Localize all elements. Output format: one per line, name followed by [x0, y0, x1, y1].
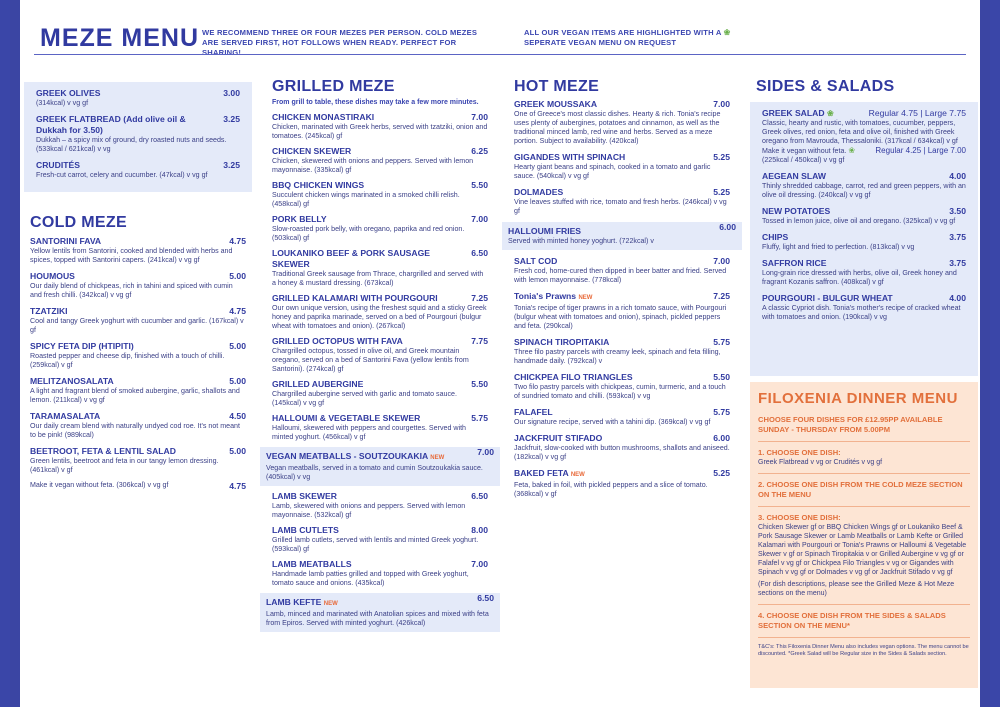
- greek-salad: [756, 108, 972, 165]
- menu-item-desc: Halloumi, skewered with peppers and courgettes. Served with minted yoghurt. (456kcal) v gf: [272, 424, 466, 441]
- leaf-icon: ❀: [848, 146, 856, 155]
- new-badge: NEW: [578, 295, 593, 301]
- menu-item-name: TZATZIKI: [30, 306, 68, 316]
- menu-item-price: 6.00: [719, 222, 736, 232]
- menu-item-price: 4.75: [229, 306, 246, 316]
- menu-item-name: BBQ CHICKEN WINGS: [272, 180, 365, 190]
- menu-item-name: NEW POTATOES: [762, 206, 831, 216]
- column-4: [750, 78, 978, 376]
- menu-item-name: LOUKANIKO BEEF & PORK SAUSAGE SKEWER: [272, 248, 431, 269]
- menu-item-desc: Traditional Greek sausage from Thrace, chargrilled and served with a honey & mustard dressing. (673kcal): [272, 270, 484, 287]
- menu-item-price: 6.00: [713, 433, 730, 443]
- menu-item-desc: Chargrilled octopus, tossed in olive oil, and Greek mountain oregano, served on a bed of Santorini Fava (yellow lentils from Santorini). (274kcal) gf: [272, 347, 469, 373]
- menu-item: [266, 214, 494, 243]
- menu-item-name: PORK BELLY: [272, 214, 327, 224]
- menu-item-name: FALAFEL: [514, 407, 553, 417]
- menu-item-price: 3.50: [949, 206, 966, 216]
- menu-item-price: 6.50: [471, 491, 488, 501]
- step-1: 1. CHOOSE ONE DISH:: [758, 448, 841, 457]
- menu-item-price: 5.50: [471, 180, 488, 190]
- menu-item-price: 5.00: [229, 271, 246, 281]
- menu-item-desc: Hearty giant beans and spinach, cooked in a tomato and garlic sauce. (540kcal) v vg gf: [514, 163, 711, 180]
- menu-item-name: CHICKEN SKEWER: [272, 146, 352, 156]
- menu-item: [508, 433, 736, 462]
- menu-item: [266, 559, 494, 588]
- divider: [34, 54, 966, 55]
- menu-item-price: 3.25: [223, 114, 240, 124]
- menu-item-price: 6.50: [471, 248, 488, 258]
- menu-item-price: 4.75: [229, 481, 246, 491]
- menu-item-price: 3.75: [949, 258, 966, 268]
- menu-item-price: 7.75: [471, 336, 488, 346]
- menu-item-name: VEGAN MEATBALLS - SOUTZOUKAKIA NEW: [266, 451, 445, 461]
- menu-item-desc: Chargrilled aubergine served with garlic and tomato sauce. (145kcal) v vg gf: [272, 390, 457, 407]
- menu-item: [508, 468, 736, 499]
- menu-item: [266, 379, 494, 408]
- header: [40, 22, 966, 62]
- menu-item: [24, 481, 252, 490]
- vegan-note: [524, 28, 744, 48]
- step-4: 4. CHOOSE ONE DISH FROM THE SIDES & SALADS SECTION ON THE MENU*: [758, 611, 946, 630]
- menu-item-desc: Our daily cream blend with naturally undyed cod roe. It's not meant to be pink! (989kcal): [30, 422, 240, 439]
- menu-item-desc: Yellow lentils from Santorini, cooked and blended with herbs and spices, topped with Santorini capers. (241kcal) v vg gf: [30, 247, 233, 264]
- menu-item-name: BEETROOT, FETA & LENTIL SALAD: [30, 446, 176, 456]
- menu-item-price: 5.25: [713, 152, 730, 162]
- divider: [758, 637, 970, 638]
- menu-item: [24, 236, 252, 265]
- new-badge: NEW: [570, 472, 585, 478]
- menu-item-name: SPICY FETA DIP (HTIPITI): [30, 341, 134, 351]
- menu-item: [508, 256, 736, 285]
- menu-item-desc: Make it vegan without feta. (306kcal) v vg gf: [30, 481, 169, 489]
- menu-item-price: 4.50: [229, 411, 246, 421]
- menu-item-price: 4.75: [229, 236, 246, 246]
- menu-item-desc: Served with minted honey yoghurt. (722kcal) v: [508, 237, 654, 245]
- divider: [758, 604, 970, 605]
- menu-item-desc: Three filo pastry parcels with creamy leek, spinach and feta filling, handmade daily. (792kcal) v: [514, 348, 721, 365]
- menu-item-desc: Cool and tangy Greek yoghurt with cucumber and garlic. (167kcal) v gf: [30, 317, 244, 334]
- menu-item-name: LAMB CUTLETS: [272, 525, 339, 535]
- menu-item-desc: A classic Cypriot dish. Tonia's mother's recipe of cracked wheat with tomatoes and onion. (190kcal) v vg: [762, 304, 961, 321]
- menu-item-price: 7.00: [471, 112, 488, 122]
- menu-item: [266, 112, 494, 141]
- menu-item-desc: Roasted pepper and cheese dip, finished with a touch of chilli. (259kcal) v gf: [30, 352, 225, 369]
- menu-item-price: 5.25: [713, 468, 730, 478]
- menu-item-desc: Vine leaves stuffed with rice, tomato and fresh herbs. (246kcal) v vg gf: [514, 198, 727, 215]
- menu-item-desc: Succulent chicken wings marinated in a smoked chilli relish. (458kcal) gf: [272, 191, 460, 208]
- menu-item-name: LAMB SKEWER: [272, 491, 337, 501]
- menu-item-name: GRILLED AUBERGINE: [272, 379, 364, 389]
- page-title: MEZE MENU: [40, 24, 199, 52]
- column-3: [508, 78, 736, 505]
- column-2: [266, 78, 494, 637]
- menu-item-name: LAMB KEFTE NEW: [266, 597, 338, 607]
- menu-item: [24, 411, 252, 440]
- menu-item-price: 7.25: [713, 291, 730, 301]
- leaf-icon: ❀: [826, 109, 834, 118]
- menu-item-price: 5.00: [229, 376, 246, 386]
- new-badge: NEW: [323, 601, 338, 607]
- sides-box: [750, 102, 978, 376]
- leaf-icon: ❀: [723, 28, 731, 37]
- menu-item-name: JACKFRUIT STIFADO: [514, 433, 603, 443]
- step-3-text: Chicken Skewer gf or BBQ Chicken Wings gf or Loukaniko Beef & Pork Sausage Skewer or Lamb Meatballs or Lamb Kefte or Grilled Kalamari with Pourgouri or Tonia's Prawns or Halloumi & Vegetable Skewer v gf or Spinach Tiropitakia v or Grilled Aubergine v vg gf or Falafel v vg gf or Chickpea Filo Triangles v vg or Gigandes with Spinach v vg gf or Dolmades v vg gf or Jackfruit Stifado v vg gf: [758, 524, 967, 576]
- menu-item-price: 3.25: [223, 160, 240, 170]
- menu-item-name: HOUMOUS: [30, 271, 75, 281]
- terms: T&C's: This Filoxenia Dinner Menu also includes vegan options. The menu cannot be discounted. *Greek Salad will be Regular size in the Sides & Salads section.: [758, 644, 969, 657]
- menu-item: [266, 491, 494, 520]
- menu-item-price: 5.75: [471, 413, 488, 423]
- menu-item: [502, 222, 742, 250]
- grilled-subtitle: From grill to table, these dishes may take a few more minutes.: [272, 99, 479, 106]
- menu-item-price: 5.00: [229, 446, 246, 456]
- menu-item-name: CHIPS: [762, 232, 789, 242]
- menu-item-price: 5.25: [713, 187, 730, 197]
- menu-item-desc: Our signature recipe, served with a tahini dip. (369kcal) v vg gf: [514, 418, 711, 426]
- menu-item-name: GREEK MOUSSAKA: [514, 99, 598, 109]
- left-border: [10, 0, 20, 707]
- vegan-note-text: ALL OUR VEGAN ITEMS ARE HIGHLIGHTED WITH A: [524, 28, 722, 37]
- menu-item-price: 5.75: [713, 337, 730, 347]
- menu-item-price: 4.00: [949, 293, 966, 303]
- menu-item-desc: Grilled lamb cutlets, served with lentils and minted Greek yoghurt. (593kcal) gf: [272, 536, 479, 553]
- menu-item: [24, 341, 252, 370]
- menu-item-price: 7.25: [471, 293, 488, 303]
- menu-item-desc: Thinly shredded cabbage, carrot, red and green peppers, with an olive oil dressing. (240kcal) v vg gf: [762, 182, 966, 199]
- menu-item: [266, 293, 494, 331]
- divider: [758, 506, 970, 507]
- menu-item-desc: Dukkah – a spicy mix of ground, dry roasted nuts and seeds. (533kcal / 621kcal) v vg: [36, 136, 227, 153]
- menu-item-desc: Fluffy, light and fried to perfection. (813kcal) v vg: [762, 243, 915, 251]
- menu-item-name: SALT COD: [514, 256, 558, 266]
- menu-item-desc: A light and fragrant blend of smoked aubergine, garlic, shallots and lemon. (211kcal) v vg gf: [30, 387, 240, 404]
- menu-item-desc: Classic, hearty and rustic, with tomatoes, cucumber, peppers, Greek olives, red onion, feta and olive oil, finished with Greek oregano from Mavrouda, Thessaloniki. (317kcal / 634kcal) v gf: [762, 119, 958, 145]
- menu-item-desc: Chicken, marinated with Greek herbs, served with tzatziki, onion and tomatoes. (245kcal) gf: [272, 123, 488, 140]
- menu-item-price: 8.00: [471, 525, 488, 535]
- menu-item-name: HALLOUMI FRIES: [508, 226, 582, 236]
- menu-item-desc: Handmade lamb patties grilled and topped with Greek yoghurt, tomato sauce and onions. (435kcal): [272, 570, 469, 587]
- menu-item: [756, 206, 972, 226]
- menu-item: [266, 180, 494, 209]
- menu-item-desc: Fresh cod, home-cured then dipped in beer batter and fried. Served with lemon mayonnaise. (778kcal): [514, 267, 727, 284]
- menu-item-price: 5.50: [471, 379, 488, 389]
- menu-item-price: 6.25: [471, 146, 488, 156]
- menu-item-desc: Vegan meatballs, served in a tomato and cumin Soutzoukakia sauce. (405kcal) v vg: [266, 464, 483, 481]
- menu-item-price: 7.00: [713, 256, 730, 266]
- menu-item-price: 7.00: [713, 99, 730, 109]
- menu-item: [30, 88, 246, 108]
- vegan-note-text-2: SEPERATE VEGAN MENU ON REQUEST: [524, 38, 677, 47]
- menu-item: [266, 336, 494, 374]
- starters-box: [24, 82, 252, 192]
- menu-item-name: GREEK FLATBREAD (Add olive oil & Dukkah for 3.50): [36, 114, 186, 135]
- menu-item-price: 5.00: [229, 341, 246, 351]
- menu-item: [260, 447, 500, 486]
- menu-item: [266, 146, 494, 175]
- step-1-text: Greek Flatbread v vg or Crudités v vg gf: [758, 459, 883, 466]
- menu-item-price: 6.50: [477, 593, 494, 603]
- filoxenia-intro: CHOOSE FOUR DISHES FOR £12.95PP AVAILABLE SUNDAY - THURSDAY FROM 5.00PM: [758, 415, 943, 434]
- menu-item-name: POURGOURI - BULGUR WHEAT: [762, 293, 893, 303]
- menu-item-name: TARAMASALATA: [30, 411, 101, 421]
- menu-item-name: CRUDITÉS: [36, 160, 80, 170]
- menu-item-price: 5.75: [713, 407, 730, 417]
- menu-item-desc: Fresh-cut carrot, celery and cucumber. (47kcal) v vg gf: [36, 171, 208, 179]
- menu-item-desc: Lamb, minced and marinated with Anatolian spices and mixed with feta from Epiros. Served with minted yoghurt. (426kcal): [266, 610, 489, 627]
- grilled-meze-title: GRILLED MEZE: [272, 78, 395, 95]
- menu-item-desc: Lamb, skewered with onions and peppers. Served with lemon mayonnaise. (532kcal) gf: [272, 502, 466, 519]
- menu-item-price: 4.00: [949, 171, 966, 181]
- header-note: WE RECOMMEND THREE OR FOUR MEZES PER PERSON. COLD MEZES ARE SERVED FIRST, HOT FOLLOWS WHEN READY. PERFECT FOR SHARING!: [202, 28, 478, 57]
- step-3-note: (For dish descriptions, please see the Grilled Meze & Hot Meze sections on the menu): [758, 581, 955, 597]
- menu-item: [30, 114, 246, 154]
- salad-prices: Regular 4.75 | Large 7.75: [868, 108, 966, 118]
- menu-item-desc: Green lentils, beetroot and feta in our tangy lemon dressing. (461kcal) v gf: [30, 457, 219, 474]
- menu-item: [508, 291, 736, 331]
- menu-item-desc: Chicken, skewered with onions and peppers. Served with lemon mayonnaise. (335kcal) gf: [272, 157, 474, 174]
- step-2: 2. CHOOSE ONE DISH FROM THE COLD MEZE SECTION ON THE MENU: [758, 480, 963, 499]
- sides-title: SIDES & SALADS: [756, 78, 895, 95]
- menu-item-desc: Two filo pastry parcels with chickpeas, cumin, turmeric, and a touch of sundried tomato and chilli. (593kcal) v vg: [514, 383, 726, 400]
- menu-item-name: SANTORINI FAVA: [30, 236, 102, 246]
- menu-item-name: SAFFRON RICE: [762, 258, 827, 268]
- menu-item: [24, 271, 252, 300]
- cold-meze-title: COLD MEZE: [30, 214, 127, 231]
- menu-item-desc: Our own unique version, using the freshest squid and a sticky Greek honey and paprika marinade, served on a bed of Pourgouri (bulgur wheat with tomatoes and onion). (267kcal): [272, 304, 487, 330]
- menu-item-name: CHICKPEA FILO TRIANGLES: [514, 372, 633, 382]
- menu-item-name: LAMB MEATBALLS: [272, 559, 352, 569]
- menu-item-name: GREEK SALAD ❀: [762, 108, 834, 118]
- menu-item: [266, 248, 494, 288]
- menu-item: [24, 376, 252, 405]
- menu-item-name: GREEK OLIVES: [36, 88, 101, 98]
- filoxenia-box: [750, 382, 978, 688]
- column-1: [24, 78, 252, 496]
- menu-item: [260, 593, 500, 632]
- menu-item: [24, 306, 252, 335]
- menu-item: [756, 232, 972, 252]
- menu-item: [508, 187, 736, 216]
- menu-item-desc: Tonia's recipe of tiger prawns in a rich tomato sauce, with Pourgouri (bulgur wheat with tomatoes and onion), spinach, pickled peppers and feta. (290kcal): [514, 304, 727, 330]
- menu-item-name: GRILLED KALAMARI WITH POURGOURI: [272, 293, 438, 303]
- menu-item-name: BAKED FETA NEW: [514, 468, 585, 478]
- new-badge: NEW: [430, 455, 445, 461]
- menu-item-name: Tonia's Prawns NEW: [514, 291, 593, 301]
- menu-item: [24, 446, 252, 475]
- step-3: 3. CHOOSE ONE DISH:: [758, 513, 841, 522]
- menu-item-price: 7.00: [471, 214, 488, 224]
- filoxenia-title: FILOXENIA DINNER MENU: [758, 390, 958, 407]
- menu-item-desc: Jackfruit, slow-cooked with button mushrooms, shallots and aniseed. (182kcal) v vg gf: [514, 444, 730, 461]
- vegan-option: Make it vegan without feta. ❀ Regular 4.25 | Large 7.00 (225kcal / 450kcal) v vg gf: [762, 146, 966, 164]
- menu-item: [508, 337, 736, 366]
- menu-item: [756, 293, 972, 322]
- menu-item-name: HALLOUMI & VEGETABLE SKEWER: [272, 413, 421, 423]
- menu-item: [266, 413, 494, 442]
- divider: [758, 441, 970, 442]
- vegan-salad-prices: Regular 4.25 | Large 7.00: [875, 146, 966, 155]
- menu-item: [756, 258, 972, 287]
- menu-item-desc: Our daily blend of chickpeas, rich in tahini and spiced with cumin and fresh chilli. (342kcal) v vg gf: [30, 282, 233, 299]
- menu-item: [508, 152, 736, 181]
- menu-item: [30, 160, 246, 180]
- menu-item-name: AEGEAN SLAW: [762, 171, 826, 181]
- menu-item-desc: Feta, baked in foil, with pickled peppers and a slice of tomato. (368kcal) v gf: [514, 481, 708, 498]
- menu-item-price: 3.75: [949, 232, 966, 242]
- menu-item-desc: Tossed in lemon juice, olive oil and oregano. (325kcal) v vg gf: [762, 217, 956, 225]
- menu-item: [508, 407, 736, 427]
- menu-item-price: 7.00: [471, 559, 488, 569]
- menu-item-name: GRILLED OCTOPUS WITH FAVA: [272, 336, 403, 346]
- right-border: [980, 0, 990, 707]
- divider: [758, 473, 970, 474]
- menu-item-price: 3.00: [223, 88, 240, 98]
- menu-item-name: DOLMADES: [514, 187, 564, 197]
- menu-item-price: 7.00: [477, 447, 494, 457]
- menu-item-name: SPINACH TIROPITAKIA: [514, 337, 610, 347]
- menu-item-desc: (314kcal) v vg gf: [36, 99, 89, 107]
- menu-item: [508, 372, 736, 401]
- menu-item: [266, 525, 494, 554]
- menu-item-name: CHICKEN MONASTIRAKI: [272, 112, 375, 122]
- menu-item-desc: Slow-roasted pork belly, with oregano, paprika and red onion. (503kcal) gf: [272, 225, 465, 242]
- menu-item-name: MELITZANOSALATA: [30, 376, 114, 386]
- hot-meze-title: HOT MEZE: [514, 78, 600, 95]
- menu-item: [508, 99, 736, 146]
- menu-item-desc: Long-grain rice dressed with herbs, olive oil, Greek honey and fragrant Kozanis saffron. (408kcal) v gf: [762, 269, 957, 286]
- menu-item: [756, 171, 972, 200]
- menu-item-name: GIGANDES WITH SPINACH: [514, 152, 626, 162]
- menu-item-price: 5.50: [713, 372, 730, 382]
- menu-item-desc: One of Greece's most classic dishes. Hearty & rich. Tonia's recipe uses plenty of aubergines, potatoes and cinnamon, as well as the traditional minced lamb, red wine and herbs. Served as a meze portion. Subject to availability. (420kcal): [514, 110, 721, 145]
